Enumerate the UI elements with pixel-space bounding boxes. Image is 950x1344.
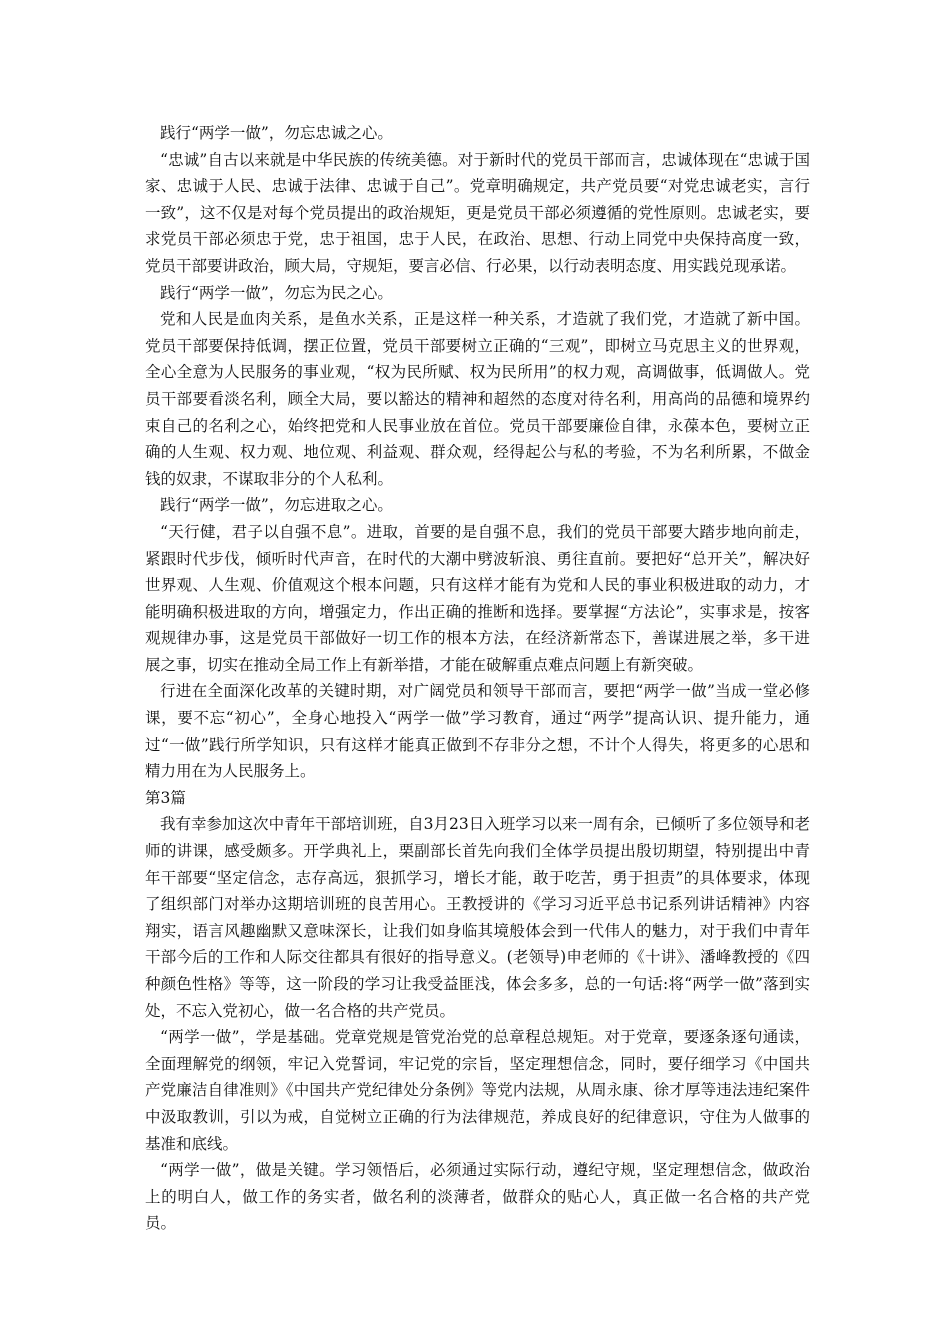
paragraph-training: 我有幸参加这次中青年干部培训班，自3月23日入班学习以来一周有余，已倾听了多位领导和老师的讲课，感受颇多。开学典礼上，栗副部长首先向我们全体学员提出殷切期望，特别提出中青年干部要“坚定信念，志存高远，狠抓学习，增长才能，敢于吃苦，勇于担责”的具体要求，体现了组织部门对举办这期培训班的良苦用心。王教授讲的《学习习近平总书记系列讲话精神》内容翔实，语言风趣幽默又意味深长，让我们如身临其境般体会到一代伟人的魅力，对于我们中青年干部今后的工作和人际交往都具有很好的指导意义。(老领导)申老师的《十讲》、潘峰教授的《四种颜色性格》等等，这一阶段的学习让我受益匪浅，体会多多，总的一句话:将“两学一做”落到实处，不忘入党初心，做一名合格的共产党员。 xyxy=(145,815,810,1020)
paragraph-progress: “天行健，君子以自强不息”。进取，首要的是自强不息，我们的党员干部要大踏步地向前走，紧跟时代步伐，倾听时代声音，在时代的大潮中劈波斩浪、勇往直前。要把好“总开关”，解决好世界观、人生观、价值观这个根本问题，只有这样才能有为党和人民的事业积极进取的动力，才能明确积极进取的方向，增强定力，作出正确的推断和选择。要掌握“方法论”，实事求是，按客观规律办事，这是党员干部做好一切工作的根本方法，在经济新常态下，善谋进展之举，多干进展之事，切实在推动全局工作上有新举措，才能在破解重点难点问题上有新突破。 xyxy=(145,522,810,674)
paragraph-people-heading: 践行“两学一做”，勿忘为民之心。 xyxy=(160,283,393,302)
paragraph-people: 党和人民是血肉关系，是鱼水关系，正是这样一种关系，才造就了我们党，才造就了新中国。党员干部要保持低调，摆正位置，党员干部要树立正确的“三观”，即树立马克思主义的世界观，全心全意为人民服务的事业观，“权为民所赋、权为民所用”的权力观，高调做事，低调做人。党员干部要看淡名利，顾全大局，要以豁达的精神和超然的态度对待名利，用高尚的品德和境界约束自己的名利之心，始终把党和人民事业放在首位。党员干部要廉俭自律，永葆本色，要树立正确的人生观、权力观、地位观、利益观、群众观，经得起公与私的考验，不为名利所累，不做金钱的奴隶，不谋取非分的个人私利。 xyxy=(145,310,810,488)
paragraph-progress-heading: 践行“两学一做”，勿忘进取之心。 xyxy=(160,496,393,515)
paragraph-loyalty-heading: 践行“两学一做”，勿忘忠诚之心。 xyxy=(160,124,393,142)
paragraph-study-basis: “两学一做”，学是基础。党章党规是管党治党的总章程总规矩。对于党章，要逐条逐句通读，全面理解党的纲领，牢记入党誓词，牢记党的宗旨，坚定理想信念，同时，要仔细学习《中国共产党廉洁自律准则》《中国共产党纪律处分条例》等党内法规，从周永康、徐才厚等违法违纪案件中汲取教训，引以为戒，自觉树立正确的行为法律规范，养成良好的纪律意识，守住为人做事的基准和底线。 xyxy=(145,1028,810,1153)
document-body xyxy=(145,120,810,1237)
paragraph-loyalty: “忠诚”自古以来就是中华民族的传统美德。对于新时代的党员干部而言，忠诚体现在“忠诚于国家、忠诚于人民、忠诚于法律、忠诚于自己”。党章明确规定，共产党员要“对党忠诚老实，言行一致”，这不仅是对每个党员提出的政治规矩，更是党员干部必须遵循的党性原则。忠诚老实，要求党员干部必须忠于党，忠于祖国，忠于人民，在政治、思想、行动上同党中央保持高度一致，党员干部要讲政治，顾大局，守规矩，要言必信、行必果，以行动表明态度、用实践兑现承诺。 xyxy=(145,150,810,275)
paragraph-action-key: “两学一做”，做是关键。学习领悟后，必须通过实际行动，遵纪守规，坚定理想信念，做政治上的明白人，做工作的务实者，做名利的淡薄者，做群众的贴心人，真正做一名合格的共产党员。 xyxy=(145,1161,810,1233)
paragraph-reform: 行进在全面深化改革的关键时期，对广阔党员和领导干部而言，要把“两学一做”当成一堂必修课，要不忘“初心”，全身心地投入“两学一做”学习教育，通过“两学”提高认识、提升能力，通过“一做”践行所学知识，只有这样才能真正做到不存非分之想，不计个人得失，将更多的心思和精力用在为人民服务上。 xyxy=(145,682,810,781)
section-heading: 第3篇 xyxy=(145,788,186,807)
